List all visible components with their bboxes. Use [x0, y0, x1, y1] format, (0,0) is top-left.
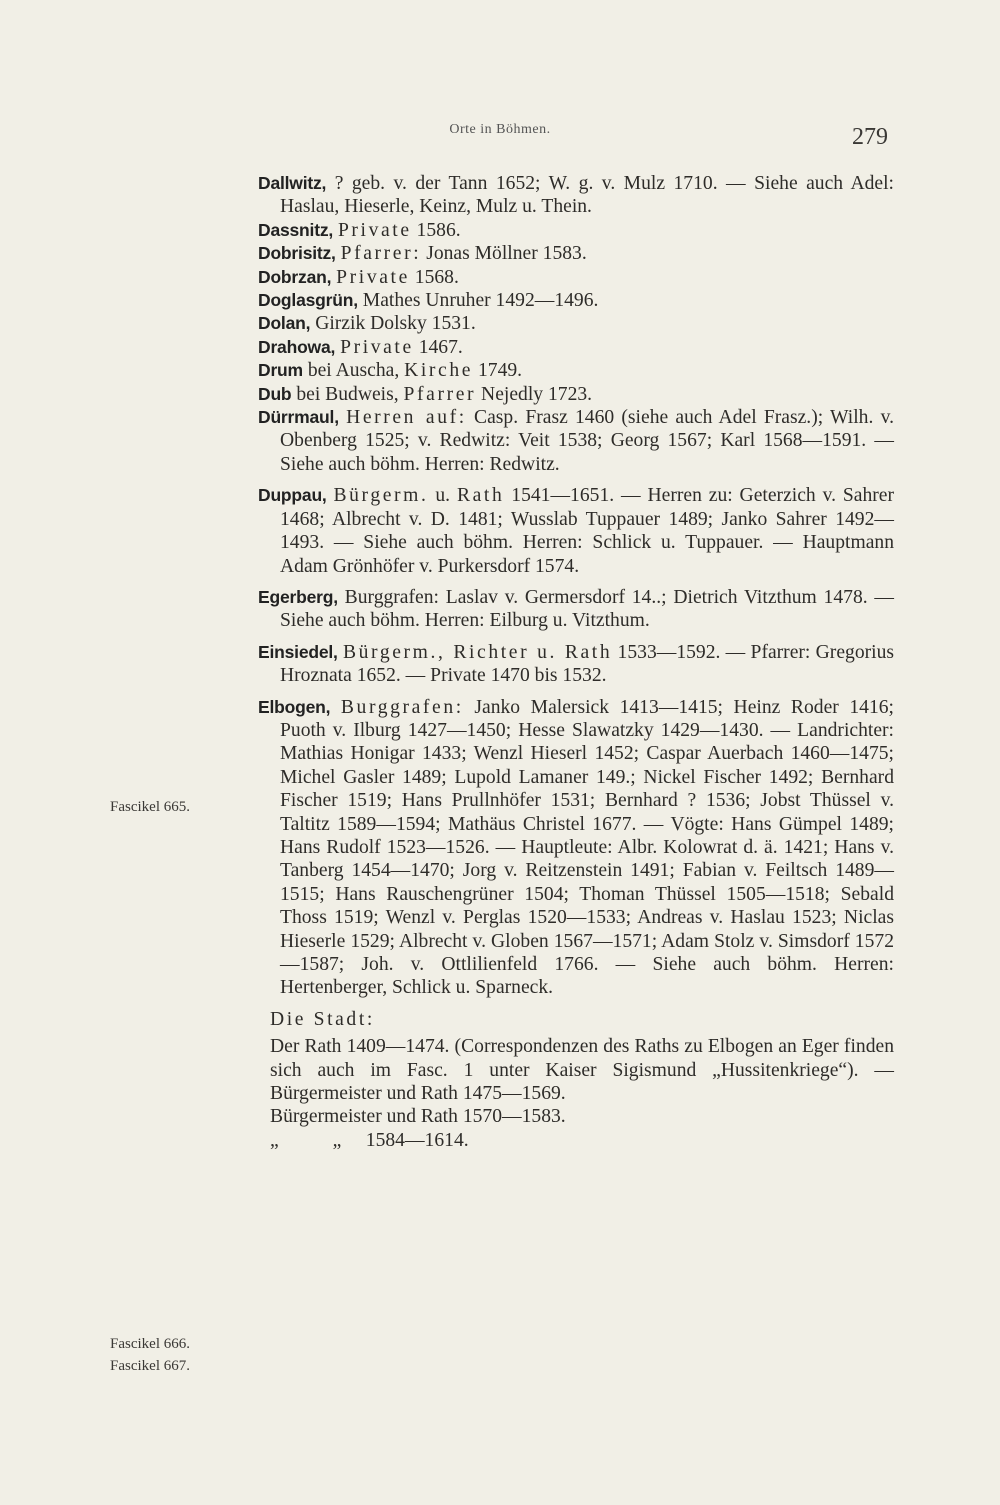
running-title: Orte in Böhmen. — [449, 122, 551, 137]
entry-category: Kirche — [404, 360, 474, 382]
text-column — [258, 172, 894, 1152]
entry-text: Nejedly 1723. — [481, 383, 593, 405]
entry-text: 1533—1592. — Pfarrer: Gregorius Hroznata 1652. — Private 1470 bis 1532. — [280, 641, 895, 687]
entry-text: Janko Malersick 1413—1415; Heinz Roder 1416; Puoth v. Ilburg 1427—1450; Hesse Slawatzky 1429—1430. — Landrichter: Mathias Honigar 1433; Wenzl Hieserl 1452; Caspar Auerbach 1460—1475; Michel Gasler 1489; Lupold Lamaner 149.; Nickel Fischer 1492; Bernhard Fischer 1519; Hans Prullnhöfer 1531; Bernhard ? 1536; Jobst Thüssel v. Taltitz 1589—1594; Mathäus Christel 1677. — Vögte: Hans Gümpel 1489; Hans Rudolf 1523—1526. — Hauptleute: Albr. Kolowrat d. ä. 1421; Hans v. Tanberg 1454—1470; Jorg v. Reitzenstein 1491; Fabian v. Feiltsch 1489—1515; Hans Rauschengrüner 1504; Thoman Thüssel 1505—1518; Sebald Thoss 1519; Wenzl v. Perglas 1520—1533; Andreas v. Haslau 1523; Niclas Hieserle 1529; Albrecht v. Globen 1567—1571; Adam Stolz v. Simsdorf 1572—1587; Joh. v. Ottlilienfeld 1766. — Siehe auch böhm. Herren: Hertenberger, Schlick u. Sparneck. — [280, 696, 894, 999]
entry-head: Dub — [258, 383, 292, 404]
entry-egerberg — [258, 586, 894, 633]
entry-location: bei Budweis, — [296, 383, 399, 405]
entry-dobrzan — [258, 266, 894, 289]
entry-drahowa — [258, 336, 894, 359]
entry-text: Mathes Unruher 1492—1496. — [362, 290, 599, 312]
entry-text: 1541—1651. — Herren zu: Geterzich v. Sahrer 1468; Albrecht v. D. 1481; Wusslab Tuppauer 1489; Janko Sahrer 1492—1493. — Siehe auch böhm. Herren: Schlick u. Tuppauer. — Hauptmann Adam Grönhöfer v. Purkersdorf 1574. — [280, 485, 895, 577]
entry-category: Rath — [456, 485, 505, 507]
entry-category: Bürgerm. — [333, 485, 429, 507]
entry-category: Private — [340, 336, 414, 358]
entry-text: Burggrafen: Laslav v. Germersdorf 14..; Dietrich Vitzthum 1478. — Siehe auch böhm. Herren: Eilburg u. Vitzthum. — [280, 586, 894, 632]
entry-text: Jonas Möllner 1583. — [426, 243, 587, 265]
entry-head: Drahowa, — [258, 336, 336, 357]
entry-einsiedel — [258, 641, 894, 688]
entry-duerrmaul — [258, 406, 894, 476]
entry-text: Girzik Dolsky 1531. — [315, 313, 476, 335]
entry-text: 1568. — [414, 266, 459, 288]
entry-text: 1586. — [416, 219, 461, 241]
city-paragraph: Der Rath 1409—1474. (Correspondenzen des Raths zu Elbogen an Eger finden sich auch im Fasc. 1 unter Kaiser Sigismund „Hussitenkriege“). — Bürgermeister und Rath 1475—1569. — [270, 1036, 894, 1105]
entry-dassnitz — [258, 219, 894, 242]
entry-category: Pfarrer — [403, 383, 477, 405]
margin-note-fascikel-665: Fascikel 665. — [110, 799, 190, 815]
entry-drum — [258, 359, 894, 382]
entry-location: bei Auscha, — [307, 360, 400, 382]
entry-head: Drum — [258, 360, 303, 381]
entry-text: ? geb. v. der Tann 1652; W. g. v. Mulz 1710. — Siehe auch Adel: Haslau, Hieserle, Keinz, Mulz u. Thein. — [280, 173, 894, 218]
entry-connector: u. — [435, 485, 451, 507]
entry-dallwitz — [258, 172, 894, 219]
margin-note-fascikel-666: Fascikel 666. — [110, 1336, 190, 1352]
entry-doglasgruen — [258, 289, 894, 312]
entry-text: 1749. — [477, 360, 523, 382]
page-number: 279 — [852, 124, 888, 150]
entry-category: Private — [337, 219, 412, 241]
entry-head: Dobrisitz, — [258, 243, 336, 264]
entry-head: Elbogen, — [258, 696, 331, 717]
city-line-1: Bürgermeister und Rath 1570—1583. — [270, 1106, 566, 1128]
entry-category: Burggrafen: — [340, 696, 464, 718]
entry-head: Einsiedel, — [258, 641, 338, 662]
entry-text: 1467. — [418, 336, 463, 358]
entry-head: Dobrzan, — [258, 266, 332, 287]
entry-head: Dallwitz, — [258, 173, 327, 193]
city-line-2: „ „ 1584—1614. — [270, 1129, 469, 1151]
entry-dolan — [258, 312, 894, 335]
margin-note-fascikel-667: Fascikel 667. — [110, 1358, 190, 1374]
entry-head: Dürrmaul, — [258, 407, 339, 428]
entry-category: Private — [336, 266, 410, 288]
entry-text: Casp. Frasz 1460 (siehe auch Adel Frasz.); Wilh. v. Obenberg 1525; v. Redwitz: Veit 1538; Georg 1567; Karl 1568—1591. — Siehe auch böhm. Herren: Redwitz. — [280, 407, 894, 475]
entry-category: Pfarrer: — [340, 243, 422, 265]
entry-dub — [258, 383, 894, 406]
city-heading: Die Stadt: — [270, 1008, 375, 1030]
entry-dobrisitz — [258, 242, 894, 265]
entry-duppau — [258, 484, 894, 578]
entry-head: Doglasgrün, — [258, 290, 358, 311]
entry-category: Herren auf: — [346, 407, 467, 429]
entry-head: Duppau, — [258, 485, 327, 506]
entry-head: Egerberg, — [258, 586, 338, 607]
entry-elbogen — [258, 696, 894, 1000]
entry-head: Dassnitz, — [258, 219, 334, 240]
entry-category: Bürgerm., Richter u. Rath — [342, 641, 613, 663]
entry-head: Dolan, — [258, 313, 311, 334]
